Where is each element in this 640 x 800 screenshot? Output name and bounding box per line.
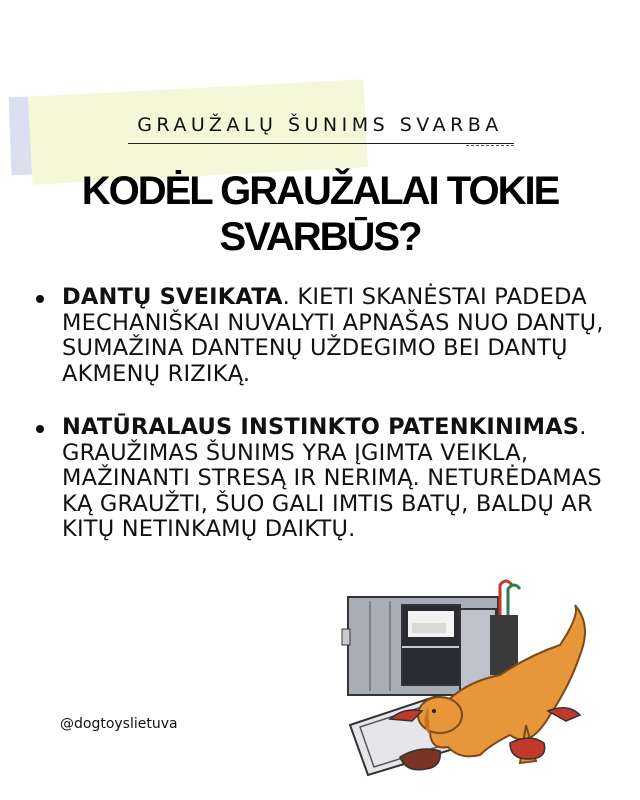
dog-chewing-shoes-illustration (330, 575, 630, 795)
bullet-text: . GRAUŽIMAS ŠUNIMS YRA ĮGIMTA VEIKLA, MAŽINANTI STRESĄ IR NERIMĄ. NETURĖDAMAS KĄ GRAUŽTI, ŠUO GALI IMTIS BATŲ, BALDŲ AR KITŲ NETINKAMŲ DAIKTŲ. (62, 414, 602, 542)
cabinet-illustration (342, 597, 498, 695)
bullet-heading: DANTŲ SVEIKATA (62, 284, 283, 310)
page-title (0, 168, 640, 260)
kicker-underline (128, 143, 514, 144)
page-title-line-1: KODĖL GRAUŽALAI TOKIE (81, 169, 559, 213)
bullet-list (36, 285, 626, 543)
kicker-title: GRAUŽALŲ ŠUNIMS SVARBA (137, 114, 503, 136)
umbrella-stand-illustration (490, 581, 520, 675)
bullet-dot (36, 295, 44, 303)
bullet-heading: NATŪRALAUS INSTINKTO PATENKINIMAS (62, 414, 580, 440)
social-handle: @dogtoyslietuva (60, 716, 178, 732)
kicker-dash-line (466, 145, 514, 146)
bullet-item-instinct (36, 415, 626, 543)
bullet-dot (36, 425, 44, 433)
bullet-item-dental-health (36, 285, 626, 387)
page-title-line-2: SVARBŪS? (219, 215, 421, 259)
bullet-text: . KIETI SKANĖSTAI PADEDA MECHANIŠKAI NUVALYTI APNAŠAS NUO DANTŲ, SUMAŽINA DANTENŲ UŽDEGIMO BEI DANTŲ AKMENŲ RIZIKĄ. (62, 284, 604, 387)
